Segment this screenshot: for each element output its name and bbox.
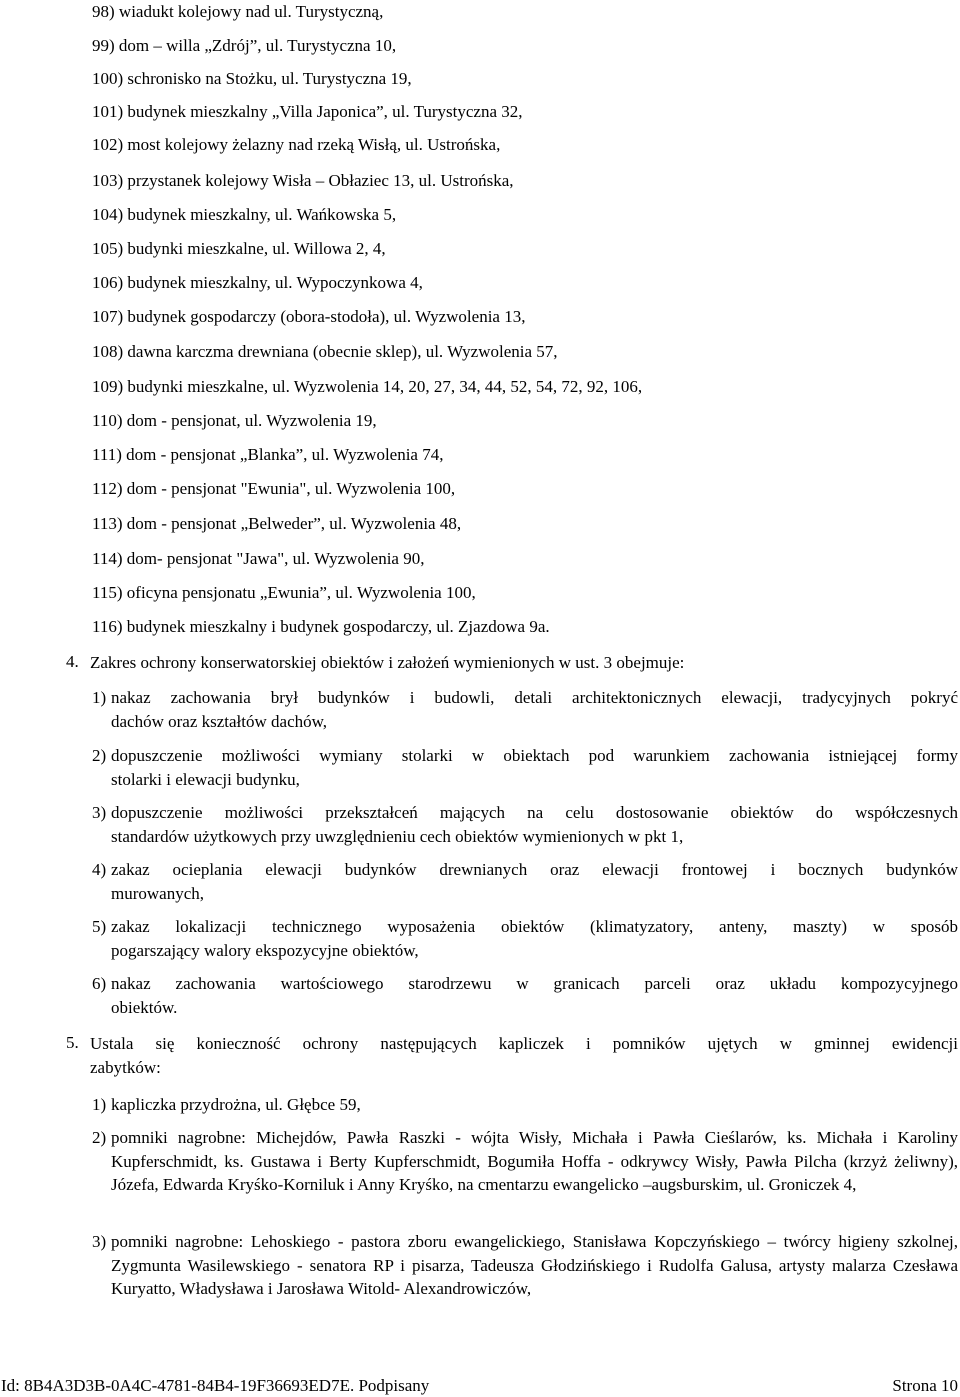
point-text: standardów użytkowych przy uwzględnieniu cech obiektów wymienionych w pkt 1,	[111, 826, 684, 846]
page-number: Strona 10	[892, 1376, 958, 1395]
list-item: 100) schronisko na Stożku, ul. Turystyczna 19,	[92, 69, 412, 88]
point-item	[92, 972, 958, 1019]
list-item: 114) dom- pensjonat "Jawa", ul. Wyzwolenia 90,	[92, 549, 425, 568]
point-number: 2)	[92, 1128, 107, 1147]
section-heading: Ustala się konieczność ochrony następujących kapliczek i pomników ujętych w gminnej ewidencji	[90, 1034, 958, 1053]
point-text: pogarszający walory ekspozycyjne obiektów,	[111, 940, 419, 960]
list-item: 105) budynki mieszkalne, ul. Willowa 2, 4,	[92, 239, 386, 258]
section-heading: zabytków:	[90, 1058, 161, 1077]
list-item: 99) dom – willa „Zdrój”, ul. Turystyczna 10,	[92, 36, 397, 55]
point-item	[92, 858, 958, 905]
list-item: 101) budynek mieszkalny „Villa Japonica”, ul. Turystyczna 32,	[92, 102, 523, 121]
point-text: nakaz zachowania wartościowego starodrzewu w granicach parceli oraz układu kompozycyjnego	[111, 974, 958, 993]
point-number: 3)	[92, 803, 107, 822]
point-number: 2)	[92, 746, 107, 765]
point-number: 4)	[92, 860, 107, 879]
list-item: 110) dom - pensjonat, ul. Wyzwolenia 19,	[92, 411, 377, 430]
point-number: 5)	[92, 917, 107, 936]
point-text: zakaz lokalizacji technicznego wyposażenia obiektów (klimatyzatory, anteny, maszty) w sposób	[111, 917, 958, 936]
section-number: 4.	[66, 652, 79, 671]
list-item: 115) oficyna pensjonatu „Ewunia”, ul. Wyzwolenia 100,	[92, 583, 476, 602]
list-item: 104) budynek mieszkalny, ul. Wańkowska 5,	[92, 205, 397, 224]
list-item: 102) most kolejowy żelazny nad rzeką Wisłą, ul. Ustrońska,	[92, 135, 501, 154]
point-text: murowanych,	[111, 883, 205, 903]
point-number: 3)	[92, 1232, 107, 1251]
list-item: 106) budynek mieszkalny, ul. Wypoczynkowa 4,	[92, 273, 423, 292]
point-text: dopuszczenie możliwości przekształceń mających na celu dostosowanie obiektów do współczesnych	[111, 803, 958, 822]
point-item	[92, 1230, 958, 1301]
list-item: 103) przystanek kolejowy Wisła – Obłaziec 13, ul. Ustrońska,	[92, 171, 514, 190]
point-text: pomniki nagrobne: Lehoskiego - pastora zboru ewangelickiego, Stanisława Kopczyńskiego – twórcy higieny szkolnej, Zygmunta Wasilewskiego - senatora RP i pisarza, Tadeusza Głodzińskiego i Rudolfa Galusa, artysty malarza Czesława Kuryatto, Władysława i Jarosława Witold- Alexandrowiczów,	[111, 1232, 958, 1298]
point-text: stolarki i elewacji budynku,	[111, 769, 300, 789]
list-item: 112) dom - pensjonat "Ewunia", ul. Wyzwolenia 100,	[92, 479, 456, 498]
list-item: 113) dom - pensjonat „Belweder”, ul. Wyzwolenia 48,	[92, 514, 462, 533]
point-item	[92, 915, 958, 962]
list-item: 107) budynek gospodarczy (obora-stodoła), ul. Wyzwolenia 13,	[92, 307, 526, 326]
point-text: obiektów.	[111, 997, 178, 1017]
point-text: zakaz ocieplania elewacji budynków drewnianych oraz elewacji frontowej i bocznych budynków	[111, 860, 958, 879]
point-number: 6)	[92, 974, 107, 993]
point-item	[92, 744, 958, 791]
section-heading: Zakres ochrony konserwatorskiej obiektów i założeń wymienionych w ust. 3 obejmuje:	[90, 653, 685, 672]
point-number: 1)	[92, 1095, 107, 1114]
list-item: 116) budynek mieszkalny i budynek gospodarczy, ul. Zjazdowa 9a.	[92, 617, 550, 636]
point-number: 1)	[92, 688, 107, 707]
list-item: 108) dawna karczma drewniana (obecnie sklep), ul. Wyzwolenia 57,	[92, 342, 558, 361]
document-id-footer: Id: 8B4A3D3B-0A4C-4781-84B4-19F36693ED7E. Podpisany	[1, 1376, 430, 1395]
point-text: dopuszczenie możliwości wymiany stolarki w obiektach pod warunkiem zachowania istniejącej formy	[111, 746, 958, 765]
list-item: 98) wiadukt kolejowy nad ul. Turystyczną,	[92, 2, 384, 21]
section-number: 5.	[66, 1033, 79, 1052]
point-item	[92, 801, 958, 848]
list-item: 109) budynki mieszkalne, ul. Wyzwolenia 14, 20, 27, 34, 44, 52, 54, 72, 92, 106,	[92, 377, 643, 396]
point-item	[92, 1126, 958, 1197]
point-item	[92, 686, 958, 733]
point-text: pomniki nagrobne: Michejdów, Pawła Raszki - wójta Wisły, Michała i Pawła Cieślarów, ks. Michała i Karoliny Kupferschmidt, ks. Gustawa i Berty Kupferschmidt, Bogumiła Hoffa - odkrywcy Wisły, Pawła Pilcha (krzyż żeliwny), Józefa, Edwarda Kryśko-Korniluk i Anny Kryśko, na cmentarzu ewangelicko –augsburskim, ul. Groniczek 4,	[111, 1128, 958, 1194]
list-item: 111) dom - pensjonat „Blanka”, ul. Wyzwolenia 74,	[92, 445, 444, 464]
point-text: nakaz zachowania brył budynków i budowli, detali architektonicznych elewacji, tradycyjnych pokryć	[111, 688, 958, 707]
point-item	[92, 1093, 958, 1117]
point-text: dachów oraz kształtów dachów,	[111, 711, 328, 731]
point-text: kapliczka przydrożna, ul. Głębce 59,	[111, 1095, 361, 1114]
